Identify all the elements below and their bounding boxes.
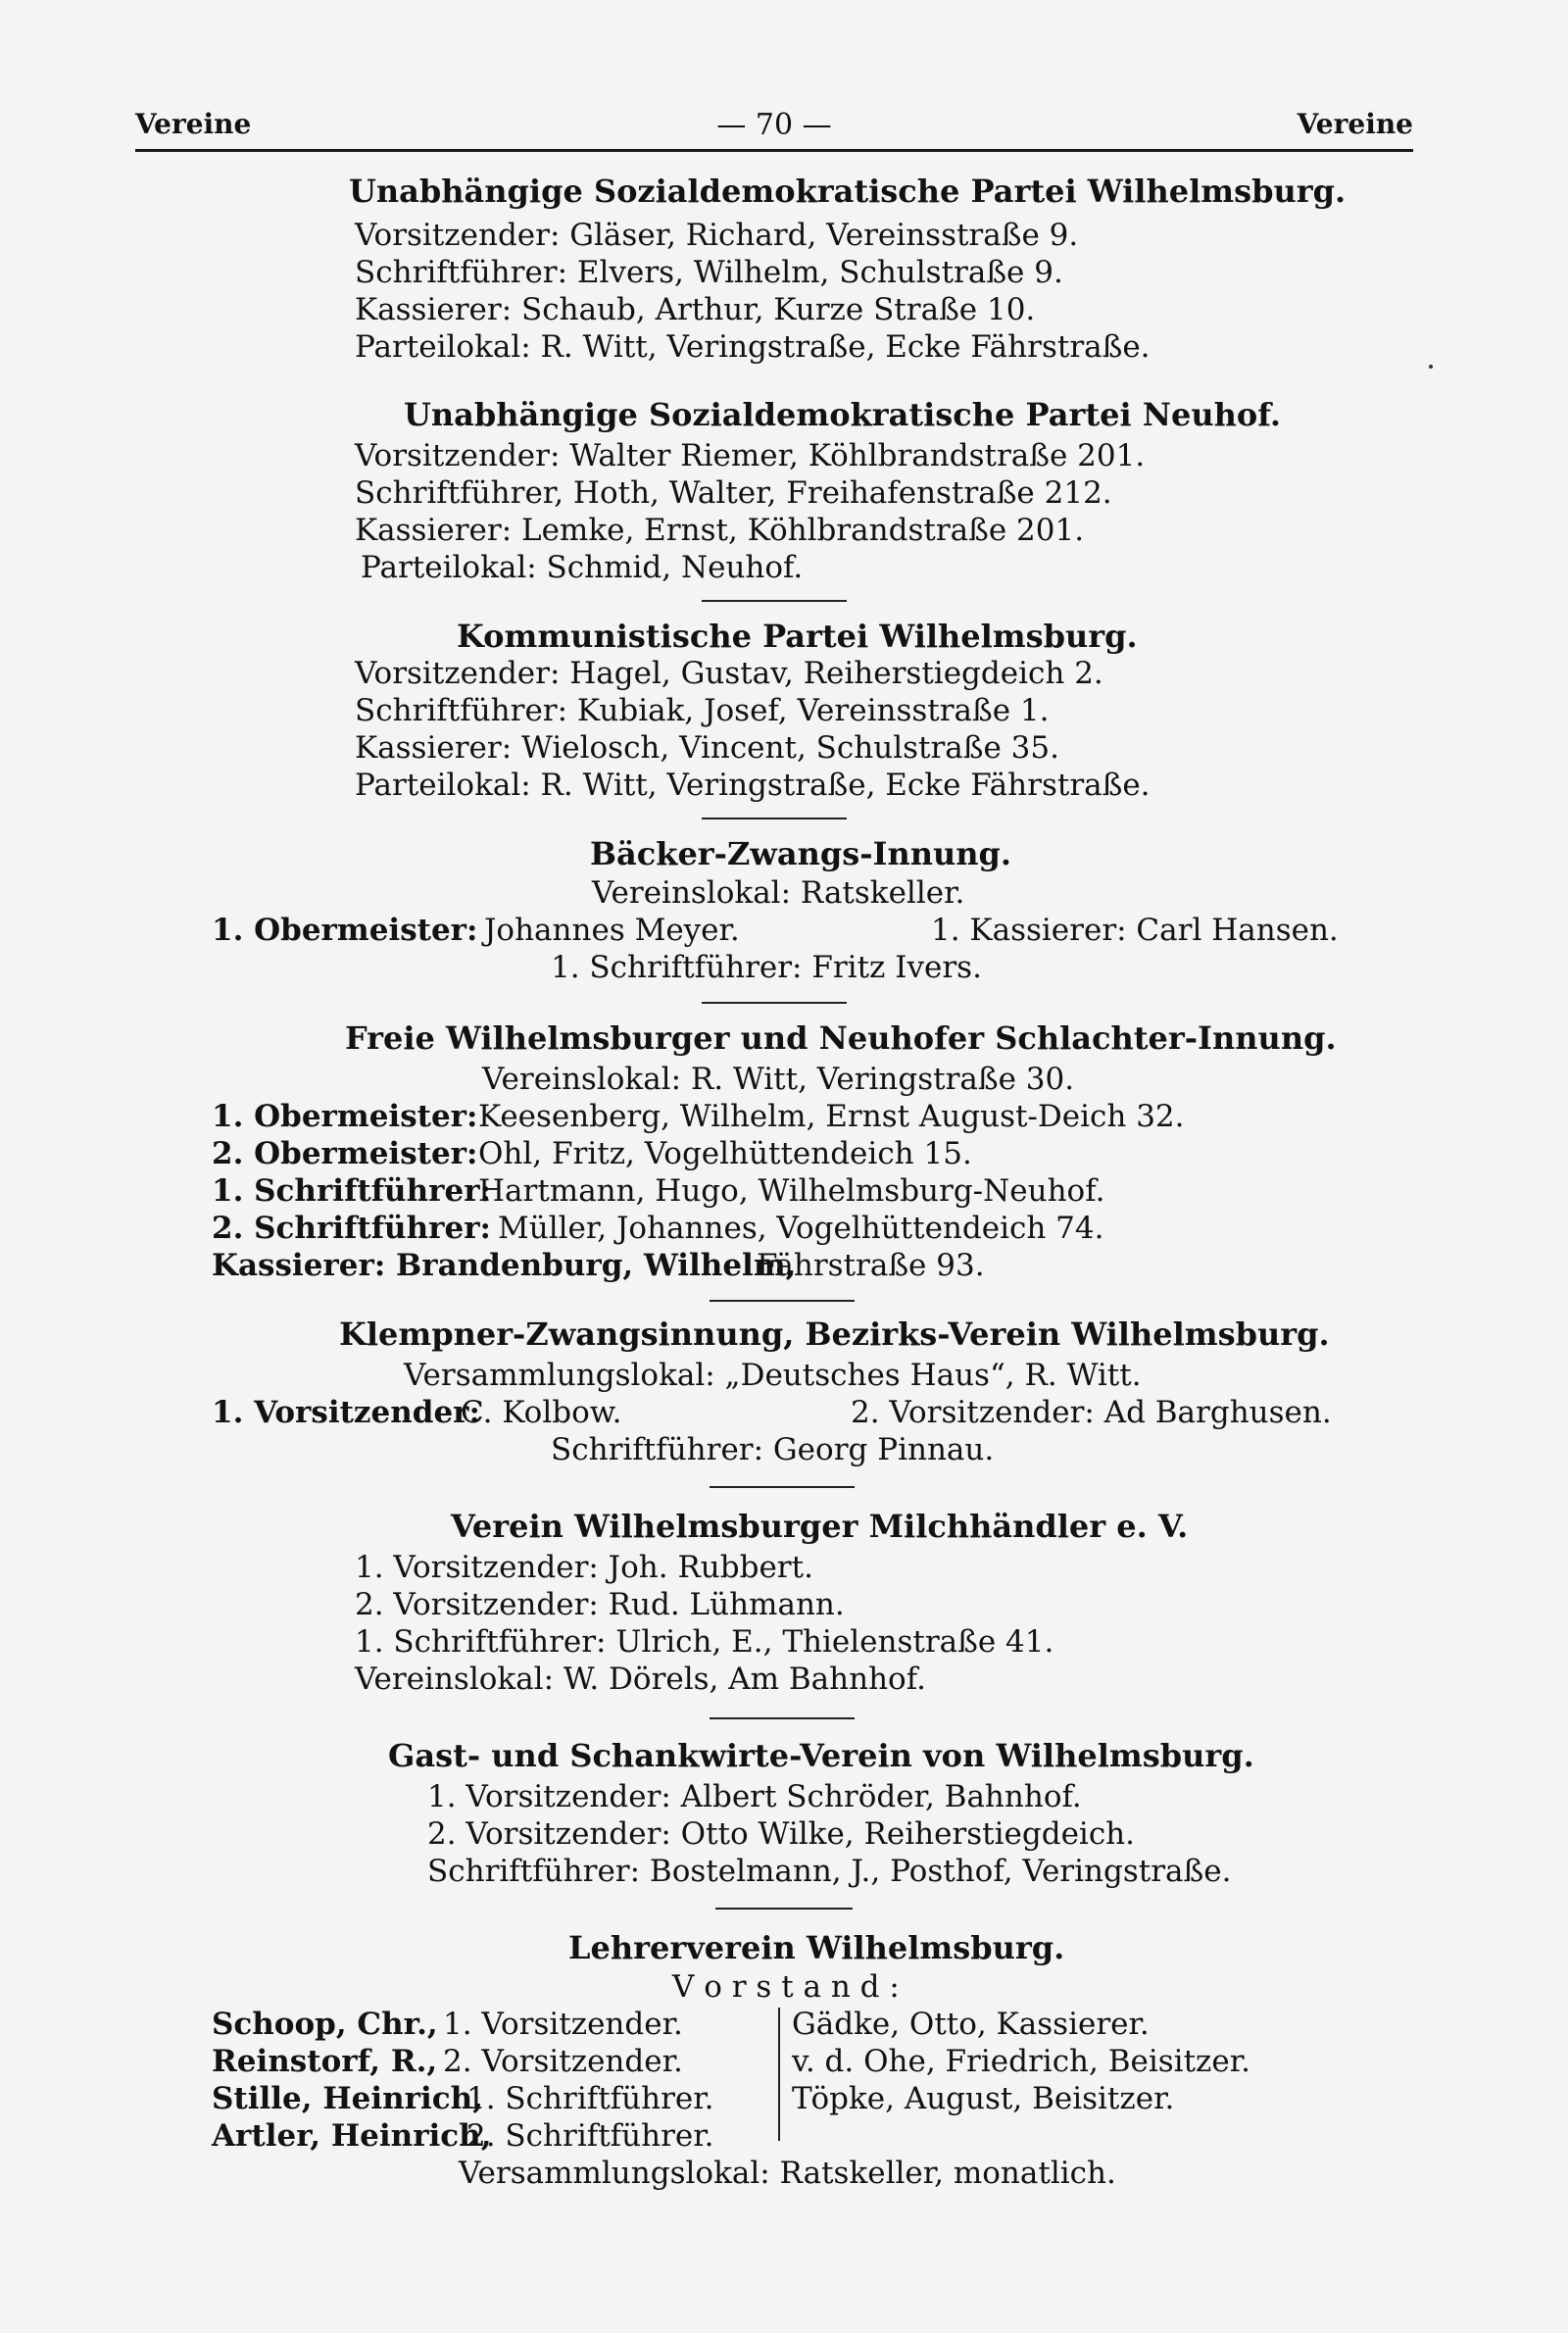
section-title: Kommunistische Partei Wilhelmsburg. xyxy=(457,618,1138,655)
entry-line: Parteilokal: R. Witt, Veringstraße, Ecke Fährstraße. xyxy=(355,329,1151,365)
lokal-line: Vereinslokal: Ratskeller. xyxy=(592,875,965,911)
entry-line: Müller, Johannes, Vogelhüttendeich 74. xyxy=(498,1211,1104,1246)
header-right: Vereine xyxy=(1297,108,1413,140)
entry-line: Schriftführer: Bostelmann, J., Posthof, Veringstraße. xyxy=(427,1854,1232,1889)
role-label: 2. Obermeister: xyxy=(212,1136,478,1171)
lokal-line: Versammlungslokal: „Deutsches Haus“, R. Witt. xyxy=(404,1358,1142,1393)
entry-line: Vereinslokal: W. Dörels, Am Bahnhof. xyxy=(355,1662,926,1697)
member-name: Reinstorf, R., xyxy=(212,2044,438,2079)
section-title: Freie Wilhelmsburger und Neuhofer Schlachter-Innung. xyxy=(345,1019,1337,1057)
lokal-line: Versammlungslokal: Ratskeller, monatlich. xyxy=(459,2156,1116,2191)
role-label: Kassierer: Brandenburg, Wilhelm, xyxy=(212,1248,797,1283)
section-divider xyxy=(710,1717,855,1719)
member-name: Artler, Heinrich, xyxy=(212,2118,492,2154)
entry-line: Vorsitzender: Gläser, Richard, Vereinsstraße 9. xyxy=(355,218,1079,253)
section-title: Unabhängige Sozialdemokratische Partei Wilhelmsburg. xyxy=(349,173,1347,210)
entry-line: Kassierer: Lemke, Ernst, Köhlbrandstraße 201. xyxy=(355,513,1085,548)
section-divider xyxy=(715,1908,853,1910)
entry-line: Schriftführer: Kubiak, Josef, Vereinsstraße 1. xyxy=(355,693,1050,728)
entry-line: 1. Vorsitzender: Albert Schröder, Bahnhof. xyxy=(427,1779,1082,1814)
entry-line: Keesenberg, Wilhelm, Ernst August-Deich 32. xyxy=(478,1099,1185,1134)
header-rule xyxy=(135,149,1413,152)
page-number: — 70 — xyxy=(716,108,832,142)
member-role: 1. Schriftführer. xyxy=(466,2081,714,2116)
section-title: Klempner-Zwangsinnung, Bezirks-Verein Wilhelmsburg. xyxy=(339,1315,1330,1353)
entry-line: Vorsitzender: Hagel, Gustav, Reiherstiegdeich 2. xyxy=(355,656,1103,691)
role-label: 1. Schriftführer: xyxy=(212,1173,491,1209)
member-entry: Töpke, August, Beisitzer. xyxy=(792,2081,1175,2116)
entry-line: Schriftführer: Elvers, Wilhelm, Schulstraße 9. xyxy=(355,255,1063,290)
entry-line: 2. Vorsitzender: Ad Barghusen. xyxy=(851,1395,1332,1430)
member-role: 2. Vorsitzender. xyxy=(443,2044,683,2079)
section-title: Verein Wilhelmsburger Milchhändler e. V. xyxy=(451,1508,1189,1545)
entry-line: Fährstraße 93. xyxy=(757,1248,985,1283)
section-divider xyxy=(710,1486,855,1488)
member-name: Stille, Heinrich, xyxy=(212,2081,483,2116)
person-name: C. Kolbow. xyxy=(461,1395,622,1430)
section-title: Unabhängige Sozialdemokratische Partei Neuhof. xyxy=(404,396,1282,433)
entry-line: Parteilokal: R. Witt, Veringstraße, Ecke Fährstraße. xyxy=(355,768,1151,803)
member-role: 1. Vorsitzender. xyxy=(443,2007,683,2042)
role-label: 1. Obermeister: xyxy=(212,913,478,948)
member-name: Schoop, Chr., xyxy=(212,2007,438,2042)
entry-line: Kassierer: Schaub, Arthur, Kurze Straße 10. xyxy=(355,292,1036,327)
entry-line: Schriftführer: Georg Pinnau. xyxy=(551,1432,995,1467)
column-divider xyxy=(778,2008,780,2141)
entry-line: Ohl, Fritz, Vogelhüttendeich 15. xyxy=(478,1136,972,1171)
section-divider xyxy=(702,600,847,602)
entry-line: 1. Schriftführer: Fritz Ivers. xyxy=(551,950,982,985)
member-role: 2. Schriftführer. xyxy=(466,2118,714,2154)
page-header xyxy=(135,108,1413,147)
role-label: 2. Schriftführer: xyxy=(212,1211,491,1246)
entry-line: 2. Vorsitzender: Rud. Lühmann. xyxy=(355,1587,845,1622)
member-entry: Gädke, Otto, Kassierer. xyxy=(792,2007,1150,2042)
entry-line: Parteilokal: Schmid, Neuhof. xyxy=(361,550,804,585)
entry-line: 2. Vorsitzender: Otto Wilke, Reiherstiegdeich. xyxy=(427,1816,1136,1852)
lokal-line: Vereinslokal: R. Witt, Veringstraße 30. xyxy=(482,1062,1075,1097)
print-speck xyxy=(1429,365,1433,369)
section-divider xyxy=(702,1002,847,1004)
role-label: 1. Obermeister: xyxy=(212,1099,478,1134)
entry-line: Schriftführer, Hoth, Walter, Freihafenstraße 212. xyxy=(355,475,1112,511)
header-left: Vereine xyxy=(135,108,252,140)
section-divider xyxy=(702,818,847,819)
section-divider xyxy=(710,1300,855,1302)
entry-line: 1. Vorsitzender: Joh. Rubbert. xyxy=(355,1550,813,1585)
entry-line: 1. Kassierer: Carl Hansen. xyxy=(931,913,1339,948)
entry-line: Kassierer: Wielosch, Vincent, Schulstraße 35. xyxy=(355,730,1059,766)
entry-line: Hartmann, Hugo, Wilhelmsburg-Neuhof. xyxy=(478,1173,1105,1209)
role-label: 1. Vorsitzender: xyxy=(212,1395,480,1430)
section-title: Gast- und Schankwirte-Verein von Wilhelmsburg. xyxy=(388,1737,1254,1774)
person-name: Johannes Meyer. xyxy=(484,913,740,948)
entry-line: Vorsitzender: Walter Riemer, Köhlbrandstraße 201. xyxy=(355,438,1146,473)
entry-line: 1. Schriftführer: Ulrich, E., Thielenstraße 41. xyxy=(355,1624,1054,1660)
vorstand-heading: V o r s t a n d : xyxy=(672,1969,900,2005)
section-title: Lehrerverein Wilhelmsburg. xyxy=(568,1929,1065,1966)
section-title: Bäcker-Zwangs-Innung. xyxy=(590,835,1012,872)
member-entry: v. d. Ohe, Friedrich, Beisitzer. xyxy=(792,2044,1250,2079)
